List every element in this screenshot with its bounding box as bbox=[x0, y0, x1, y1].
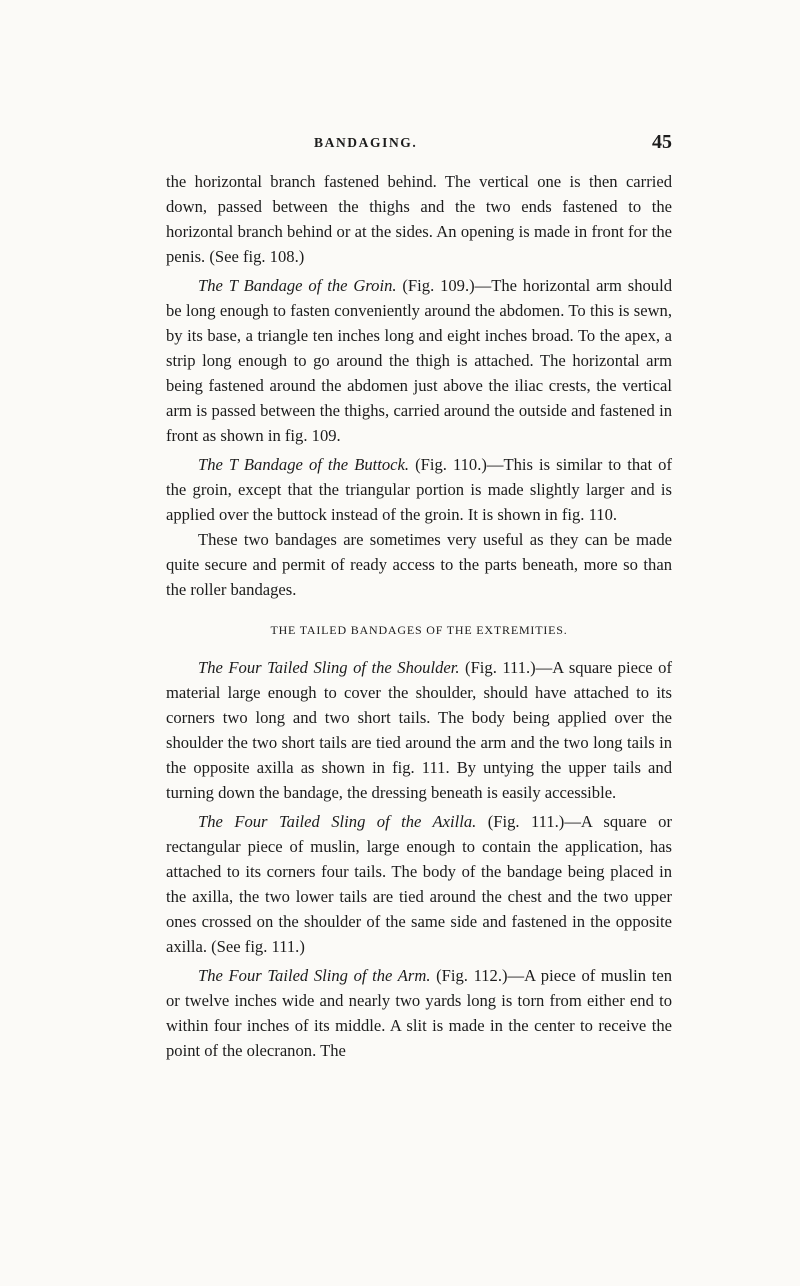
paragraph-text: (Fig. 109.)—The horizontal arm should be long enough to fasten conveniently around the abdomen. To this is sewn, by its base, a triangle ten inches long and eight inches broad. To the apex, a strip long enough to go around the thigh is attached. The horizontal arm being fastened around the abdomen just above the iliac crests, the vertical arm is passed between the thighs, carried around the outside and fastened in front as shown in fig. 109. bbox=[166, 276, 672, 445]
paragraph-text: the horizontal branch fastened behind. The vertical one is then carried down, passed between the thighs and the two ends fastened to the horizontal branch behind or at the sides. An opening is made in front for the penis. (See fig. 108.) bbox=[166, 172, 672, 266]
paragraph-title: The T Bandage of the Groin. bbox=[198, 276, 397, 295]
running-head bbox=[166, 132, 672, 156]
paragraph-text: These two bandages are sometimes very useful as they can be made quite secure and permit of ready access to the parts beneath, more so than the roller bandages. bbox=[166, 530, 672, 599]
paragraph-title: The T Bandage of the Buttock. bbox=[198, 455, 410, 474]
paragraph-text: (Fig. 111.)—A square piece of material large enough to cover the shoulder, should have attached to its corners two long and two short tails. The body being applied over the shoulder the two short tails are tied around the arm and the two long tails in the opposite axilla as shown in fig. 111. By untying the upper tails and turning down the bandage, the dressing beneath is easily accessible. bbox=[166, 658, 673, 802]
paragraph-t-bandage-groin bbox=[166, 273, 672, 448]
running-title: BANDAGING. bbox=[314, 135, 418, 150]
paragraph-text: (Fig. 110.)—This is similar to that of the groin, except that the triangular portion is made slightly larger and is applied over the buttock instead of the groin. It is shown in fig. 110. bbox=[166, 455, 672, 524]
section-heading: THE TAILED BANDAGES OF THE EXTREMITIES. bbox=[270, 623, 568, 637]
paragraph-title: The Four Tailed Sling of the Arm. bbox=[198, 966, 431, 985]
paragraph-sling-shoulder bbox=[166, 655, 672, 805]
paragraph-text: (Fig. 112.)—A piece of muslin ten or twelve inches wide and nearly two yards long is torn from either end to within four inches of its middle. A slit is made in the center to receive the point of the olecranon. The bbox=[166, 966, 672, 1060]
page-number: 45 bbox=[652, 131, 672, 153]
paragraph-title: The Four Tailed Sling of the Axilla. bbox=[198, 812, 477, 831]
body-text bbox=[166, 169, 672, 1063]
paragraph-t-bandage-buttock bbox=[166, 452, 672, 527]
paragraph-continued bbox=[166, 169, 672, 269]
paragraph-title: The Four Tailed Sling of the Shoulder. bbox=[198, 658, 460, 677]
paragraph-text: (Fig. 111.)—A square or rectangular piece of muslin, large enough to contain the application, has attached to its corners four tails. The body of the bandage being placed in the axilla, the two lower tails are tied around the chest and the two upper ones crossed on the shoulder of the same side and fastened in the opposite axilla. (See fig. 111.) bbox=[166, 812, 672, 956]
paragraph-sling-axilla bbox=[166, 809, 672, 959]
paragraph-two-bandages bbox=[166, 527, 672, 602]
paragraph-sling-arm bbox=[166, 963, 672, 1063]
